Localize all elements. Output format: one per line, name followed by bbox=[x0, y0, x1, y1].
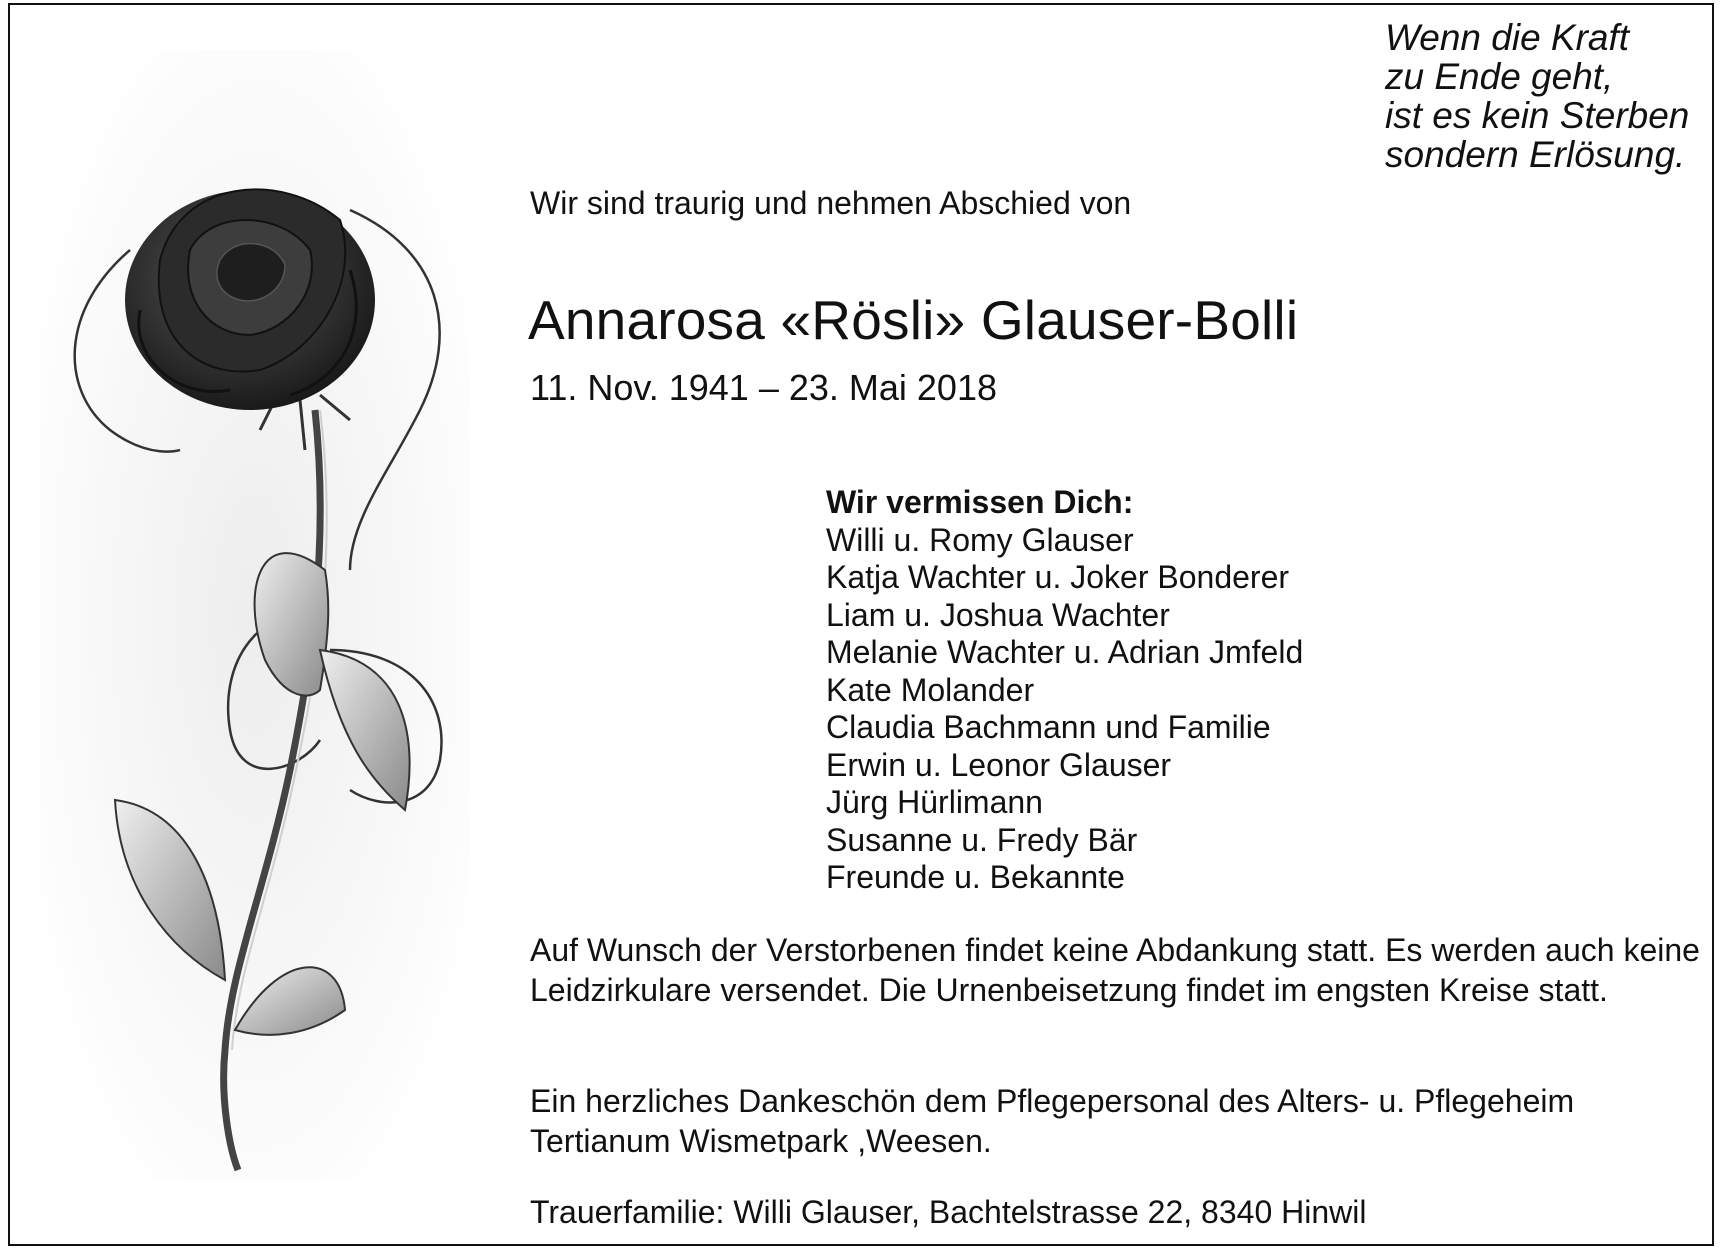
mourner-entry: Freunde u. Bekannte bbox=[826, 859, 1125, 895]
farewell-intro: Wir sind traurig und nehmen Abschied von bbox=[530, 185, 1132, 221]
mourner-entry: Claudia Bachmann und Familie bbox=[826, 709, 1271, 745]
quote-line: ist es kein Sterben bbox=[1385, 95, 1690, 136]
funeral-notice: Auf Wunsch der Verstorbenen findet keine Abdankung statt. Es werden auch keine Leidzirkulare versendet. Die Urnenbeisetzung findet im engsten Kreise statt. bbox=[530, 932, 1700, 1008]
mourner-entry: Katja Wachter u. Joker Bonderer bbox=[826, 559, 1290, 595]
mourner-entry: Erwin u. Leonor Glauser bbox=[826, 746, 1172, 783]
rose-illustration bbox=[20, 50, 490, 1180]
thanks-note: Ein herzliches Dankeschön dem Pflegepersonal des Alters- u. Pflegeheim Tertianum Wismetpark ,Weesen. bbox=[530, 1083, 1575, 1159]
quote-line: sondern Erlösung. bbox=[1385, 134, 1686, 175]
life-dates: 11. Nov. 1941 – 23. Mai 2018 bbox=[530, 367, 997, 408]
family-address: Trauerfamilie: Willi Glauser, Bachtelstrasse 22, 8340 Hinwil bbox=[530, 1194, 1367, 1230]
memorial-quote bbox=[1385, 18, 1689, 174]
mourner-entry: Willi u. Romy Glauser bbox=[826, 521, 1134, 558]
mourners-list bbox=[826, 484, 1303, 897]
mourners-heading: Wir vermissen Dich: bbox=[826, 484, 1134, 520]
quote-line: zu Ende geht, bbox=[1385, 56, 1614, 97]
mourner-entry: Jürg Hürlimann bbox=[826, 784, 1043, 820]
mourner-entry: Melanie Wachter u. Adrian Jmfeld bbox=[826, 634, 1304, 670]
mourner-entry: Susanne u. Fredy Bär bbox=[826, 821, 1138, 858]
mourner-entry: Kate Molander bbox=[826, 671, 1035, 708]
mourner-entry: Liam u. Joshua Wachter bbox=[826, 596, 1170, 633]
deceased-name: Annarosa «Rösli» Glauser-Bolli bbox=[528, 289, 1299, 351]
quote-line: Wenn die Kraft bbox=[1385, 17, 1630, 58]
